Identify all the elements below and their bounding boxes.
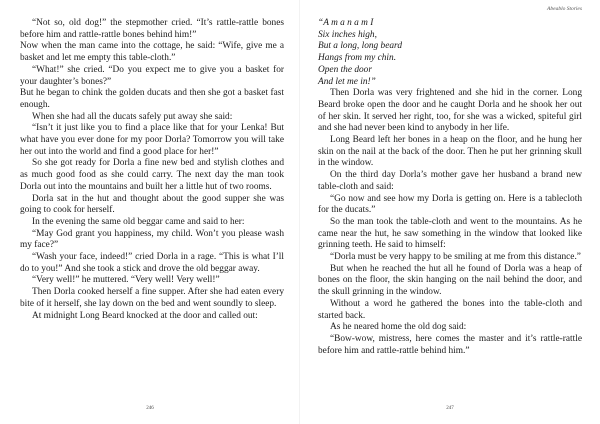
paragraph: So she got ready for Dorla a fine new bed and stylish clothes and as much good food as she could carry. The next day the man took Dorla out into the mountains and built her a little hut of two rooms. xyxy=(20,158,284,192)
verse-block xyxy=(318,18,582,88)
paragraph: “Very well!” he muttered. “Very well! Very well!” xyxy=(32,275,220,286)
right-page-number: 247 xyxy=(446,406,454,411)
running-head: Abeablo Stories xyxy=(547,6,582,12)
right-page xyxy=(300,0,600,424)
verse-line: “A m a n a m I xyxy=(318,18,374,28)
paragraph: Dorla sat in the hut and thought about the good supper she was going to cook for herself. xyxy=(20,193,284,216)
paragraph: “Wash your face, indeed!” cried Dorla in a rage. “This is what I’ll do to you!” And she took a stick and drove the old beggar away. xyxy=(20,252,284,274)
paragraph: Long Beard left her bones in a heap on the floor, and he hung her skin on the nail at the back of the door. Then he put her grinning skull in the window. xyxy=(318,135,582,169)
paragraph: “Bow-wow, mistress, here comes the master and it’s rattle-rattle before him and rattle-rattle behind him.” xyxy=(318,333,582,356)
paragraph: “Not so, old dog!” the stepmother cried. “It’s rattle-rattle bones before him and rattle-rattle bones behind him!” xyxy=(20,18,284,40)
paragraph: Without a word he gathered the bones into the table-cloth and started back. xyxy=(318,298,582,321)
left-page-number: 246 xyxy=(146,406,154,411)
verse-line: Six inches high, xyxy=(318,29,377,40)
paragraph: “What!” she cried. “Do you expect me to give you a basket for your daughter’s bones?” xyxy=(20,64,284,87)
paragraph: In the evening the same old beggar came and said to her: xyxy=(32,216,245,227)
paragraph: At midnight Long Beard knocked at the door and called out: xyxy=(32,310,258,321)
paragraph: But he began to chink the golden ducats and then she got a basket fast enough. xyxy=(20,88,284,110)
verse-line: Hangs from my chin. xyxy=(318,53,397,64)
paragraph: So the man took the table-cloth and went to the mountains. As he came near the hut, he saw something in the window that looked like grinning teeth. He said to himself: xyxy=(318,216,582,251)
paragraph: “Dorla must be very happy to be smiling at me from this distance.” xyxy=(330,252,581,263)
left-page-text xyxy=(20,18,284,322)
paragraph: Now when the man came into the cottage, he said: “Wife, give me a basket and let me empty this table-cloth.” xyxy=(20,41,284,64)
paragraph: When she had all the ducats safely put away she said: xyxy=(32,111,233,122)
paragraph: As he neared home the old dog said: xyxy=(330,322,467,333)
right-page-text xyxy=(318,88,582,357)
paragraph: “Isn’t it just like you to find a place like that for your Lenka! But what have you ever done for my poor Dorla? Tomorrow you will take her out into the world and find a good place for her!” xyxy=(20,123,284,157)
verse-line: But a long, long beard xyxy=(318,41,403,52)
verse-line: Open the door xyxy=(318,64,372,75)
paragraph: Then Dorla was very frightened and she hid in the corner. Long Beard broke open the door and he caught Dorla and he shook her out of her skin. It served her right, too, for she was a wicked, spiteful girl and she had never been kind to anybody in her life. xyxy=(318,88,582,134)
paragraph: “Go now and see how my Dorla is getting on. Here is a tablecloth for the ducats.” xyxy=(318,193,582,216)
paragraph: Then Dorla cooked herself a fine supper. After she had eaten every bite of it herself, she lay down on the bed and went soundly to sleep. xyxy=(20,287,284,309)
verse-line: And let me in!” xyxy=(318,76,376,87)
paragraph: But when he reached the hut all he found of Dorla was a heap of bones on the floor, the skin hanging on the nail behind the door, and the skull grinning in the window. xyxy=(318,263,582,298)
paragraph: “May God grant you happiness, my child. Won’t you please wash my face?” xyxy=(20,228,284,251)
paragraph: On the third day Dorla’s mother gave her husband a brand new table-cloth and said: xyxy=(318,170,582,192)
